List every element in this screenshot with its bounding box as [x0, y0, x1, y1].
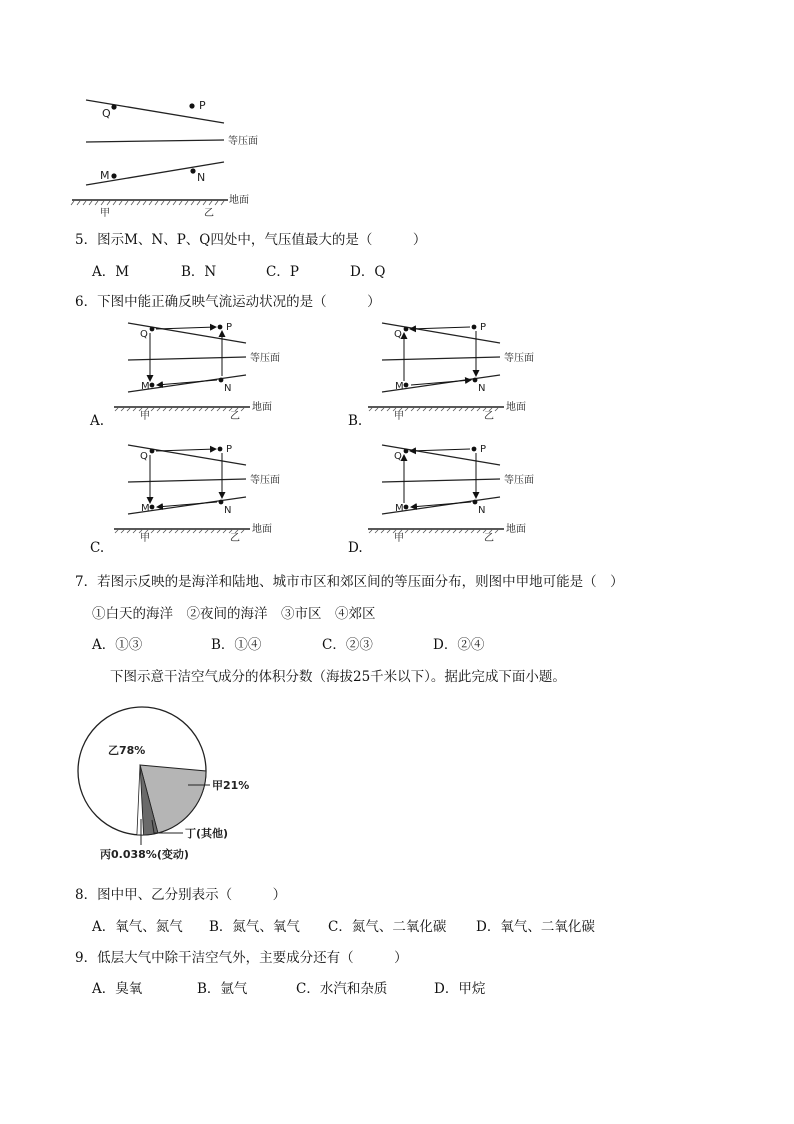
svg-text:地面: 地面 — [506, 402, 526, 413]
q5-option-d[interactable]: D．Q — [350, 264, 386, 280]
svg-text:M: M — [395, 381, 404, 392]
svg-text:甲: 甲 — [140, 411, 150, 421]
q9-option-b[interactable]: B．氩气 — [197, 981, 248, 997]
label-yi: 乙 — [204, 208, 214, 219]
label-q: Q — [102, 107, 111, 120]
isobar-diagram-main — [66, 90, 296, 220]
q6-option-a[interactable]: A. — [90, 413, 105, 429]
svg-text:N: N — [478, 505, 486, 516]
svg-text:P: P — [226, 322, 233, 333]
label-jia: 甲 — [100, 208, 110, 219]
point-q — [111, 104, 116, 109]
pie-label-jia: 甲21% — [212, 779, 250, 792]
q5-option-b[interactable]: B．N — [181, 264, 217, 280]
svg-text:乙: 乙 — [484, 533, 494, 543]
svg-text:乙: 乙 — [484, 411, 494, 421]
q8-option-a[interactable]: A．氧气、氮气 — [92, 919, 183, 935]
q7-option-d[interactable]: D．②④ — [433, 637, 485, 653]
svg-text:地面: 地面 — [252, 524, 272, 535]
q8-option-b[interactable]: B．氮气、氧气 — [209, 919, 300, 935]
svg-text:地面: 地面 — [252, 402, 272, 413]
point-n — [190, 168, 195, 173]
q7-option-c[interactable]: C．②③ — [322, 637, 373, 653]
pie-label-yi: 乙78% — [108, 744, 146, 757]
q9-option-c[interactable]: C．水汽和杂质 — [296, 981, 388, 997]
q8-option-c[interactable]: C．氮气、二氧化碳 — [328, 919, 447, 935]
svg-text:Q: Q — [140, 329, 148, 340]
q8-option-d[interactable]: D．氧气、二氧化碳 — [476, 919, 595, 935]
pie-label-ding: 丁(其他) — [185, 827, 229, 840]
svg-text:甲: 甲 — [394, 411, 404, 421]
q9-option-d[interactable]: D．甲烷 — [434, 981, 486, 997]
label-m: M — [100, 169, 110, 182]
svg-text:等压面: 等压面 — [250, 475, 280, 486]
pie-label-bing: 丙0.038%(变动) — [100, 848, 189, 861]
svg-text:N: N — [224, 505, 232, 516]
intro-text: 下图示意干洁空气成分的体积分数（海拔25千米以下）。据此完成下面小题。 — [110, 669, 566, 685]
svg-text:P: P — [226, 444, 233, 455]
q7-option-b[interactable]: B．①④ — [211, 637, 262, 653]
svg-text:等压面: 等压面 — [250, 353, 280, 364]
diagram-b — [364, 318, 544, 421]
q5-option-c[interactable]: C．P — [266, 264, 299, 280]
svg-text:乙: 乙 — [230, 411, 240, 421]
question-7-stem: 7．若图示反映的是海洋和陆地、城市市区和郊区间的等压面分布，则图中甲地可能是（ ） — [75, 574, 624, 590]
q6-option-d[interactable]: D. — [348, 540, 363, 556]
label-ground: 地面 — [229, 195, 249, 206]
svg-text:Q: Q — [394, 329, 402, 340]
svg-text:乙: 乙 — [230, 533, 240, 543]
diagram-a — [110, 318, 290, 421]
svg-text:Q: Q — [140, 451, 148, 462]
question-5-stem: 5．图示M、N、P、Q四处中，气压值最大的是（ ） — [75, 232, 427, 248]
point-m — [111, 173, 116, 178]
q7-option-a[interactable]: A．①③ — [92, 637, 143, 653]
svg-text:P: P — [480, 322, 487, 333]
svg-text:等压面: 等压面 — [504, 353, 534, 364]
svg-text:M: M — [141, 381, 150, 392]
svg-text:Q: Q — [394, 451, 402, 462]
svg-text:M: M — [395, 503, 404, 514]
svg-text:地面: 地面 — [506, 524, 526, 535]
svg-text:N: N — [224, 383, 232, 394]
svg-text:等压面: 等压面 — [504, 475, 534, 486]
diagram-c — [110, 440, 290, 543]
label-n: N — [197, 171, 206, 184]
q7-choices: ①白天的海洋 ②夜间的海洋 ③市区 ④郊区 — [92, 606, 376, 622]
q9-option-a[interactable]: A．臭氧 — [92, 981, 143, 997]
diagram-d — [364, 440, 544, 543]
svg-text:甲: 甲 — [394, 533, 404, 543]
svg-text:N: N — [478, 383, 486, 394]
svg-text:M: M — [141, 503, 150, 514]
q5-option-a[interactable]: A．M — [92, 264, 130, 280]
air-composition-pie — [70, 702, 280, 866]
question-8-stem: 8．图中甲、乙分别表示（ ） — [75, 887, 287, 903]
label-isobar-surface: 等压面 — [228, 136, 258, 147]
question-9-stem: 9．低层大气中除干洁空气外，主要成分还有（ ） — [75, 950, 408, 966]
q6-option-c[interactable]: C. — [90, 540, 105, 556]
svg-text:甲: 甲 — [140, 533, 150, 543]
label-p: P — [199, 99, 206, 112]
point-p — [189, 103, 194, 108]
svg-text:P: P — [480, 444, 487, 455]
question-6-stem: 6．下图中能正确反映气流运动状况的是（ ） — [75, 294, 381, 310]
q6-option-b[interactable]: B. — [348, 413, 363, 429]
